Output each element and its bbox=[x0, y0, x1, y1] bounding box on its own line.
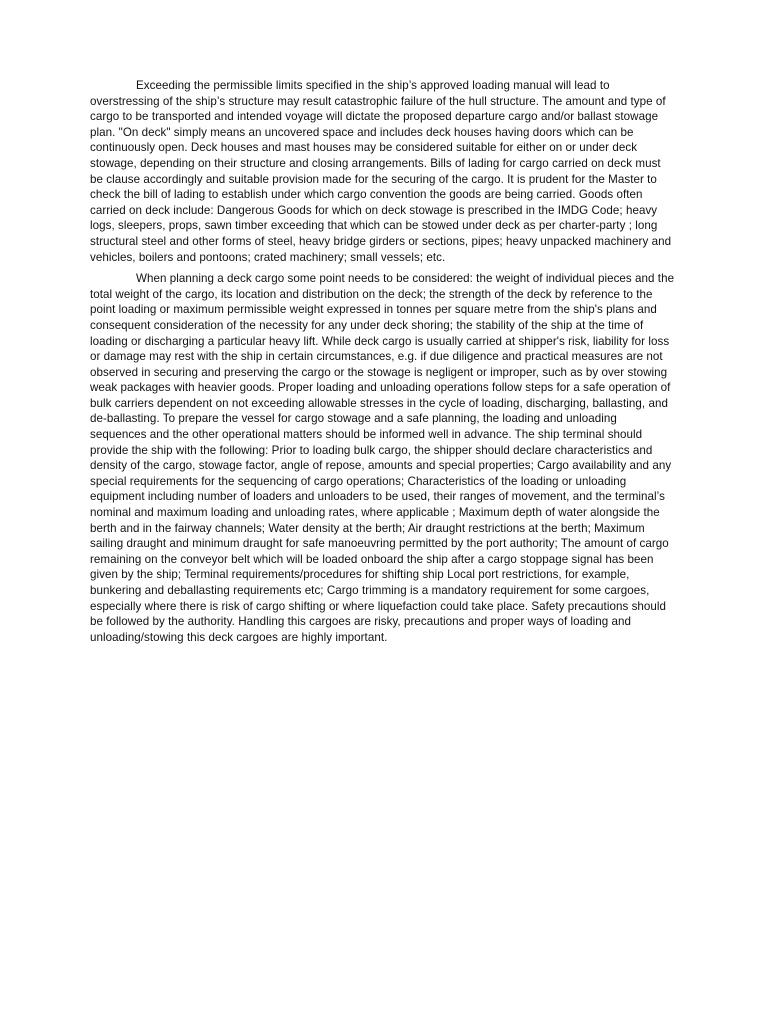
paragraph-deck-cargo-overview: Exceeding the permissible limits specified in the ship’s approved loading manual will lead to overstressing of the ship’s structure may result catastrophic failure of the hull structure. The amount and type of cargo to be transported and intended voyage will dictate the proposed departure cargo and/or ballast stowage plan. "On deck" simply means an uncovered space and includes deck houses having doors which can be continuously open. Deck houses and mast houses may be considered suitable for either on or under deck stowage, depending on their structure and closing arrangements. Bills of lading for cargo carried on deck must be clause accordingly and suitable provision made for the securing of the cargo. It is prudent for the Master to check the bill of lading to establish under which cargo convention the goods are being carried. Goods often carried on deck include: Dangerous Goods for which on deck stowage is prescribed in the IMDG Code; heavy logs, sleepers, props, sawn timber exceeding that which can be stowed under deck as per charter-party ; long structural steel and other forms of steel, heavy bridge girders or sections, pipes; heavy unpacked machinery and vehicles, boilers and pontoons; crated machinery; small vessels; etc. bbox=[90, 79, 672, 264]
document-body bbox=[90, 78, 676, 645]
paragraph-deck-cargo-planning: When planning a deck cargo some point needs to be considered: the weight of individual pieces and the total weight of the cargo, its location and distribution on the deck; the strength of the deck by reference to the point loading or maximum permissible weight expressed in tonnes per square metre from the ship's plans and consequent consideration of the necessity for any under deck shoring; the stability of the ship at the time of loading or discharging a particular heavy lift. While deck cargo is usually carried at shipper's risk, liability for loss or damage may rest with the ship in certain circumstances, e.g. if due diligence and practical measures are not observed in securing and preserving the cargo or the stowage is negligent or improper, such as by over stowing weak packages with heavier goods. Proper loading and unloading operations follow steps for a safe operation of bulk carriers dependent on not exceeding allowable stresses in the cycle of loading, discharging, ballasting, and de-ballasting. To prepare the vessel for cargo stowage and a safe planning, the loading and unloading sequences and the other operational matters should be informed well in advance. The ship terminal should provide the ship with the following: Prior to loading bulk cargo, the shipper should declare characteristics and density of the cargo, stowage factor, angle of repose, amounts and special properties; Cargo availability and any special requirements for the sequencing of cargo operations; Characteristics of the loading or unloading equipment including number of loaders and unloaders to be used, their ranges of movement, and the terminal’s nominal and maximum loading and unloading rates, where applicable ; Maximum depth of water alongside the berth and in the fairway channels; Water density at the berth; Air draught restrictions at the berth; Maximum sailing draught and minimum draught for safe manoeuvring permitted by the port authority; The amount of cargo remaining on the conveyor belt which will be loaded onboard the ship after a cargo stoppage signal has been given by the ship; Terminal requirements/procedures for shifting ship Local port restrictions, for example, bunkering and deballasting requirements etc; Cargo trimming is a mandatory requirement for some cargoes, especially where there is risk of cargo shifting or where liquefaction could take place. Safety precautions should be followed by the authority. Handling this cargoes are risky, precautions and proper ways of loading and unloading/stowing this deck cargoes are highly important. bbox=[90, 272, 675, 644]
